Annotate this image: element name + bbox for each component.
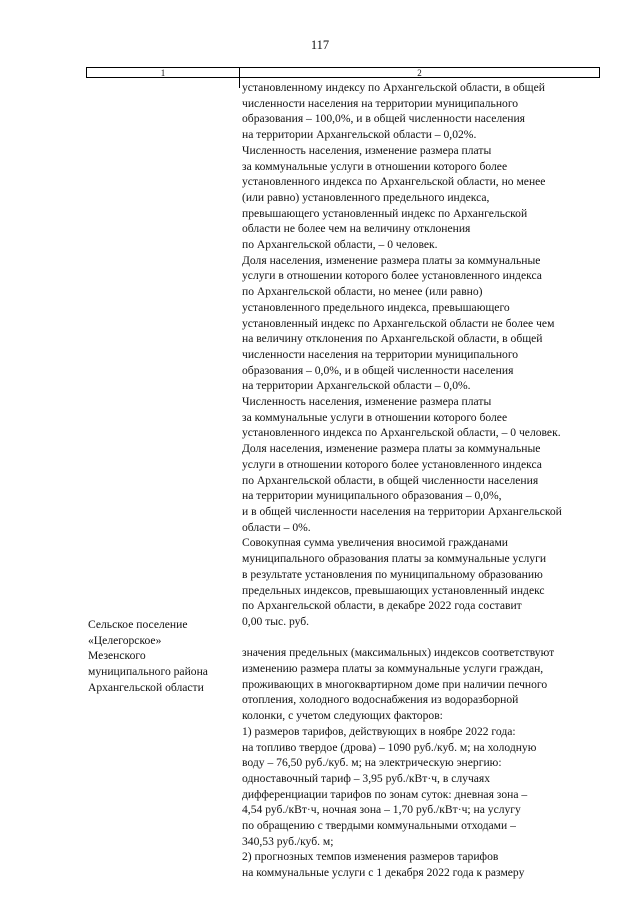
- table-header: [86, 67, 600, 78]
- table-header-col1: 1: [87, 68, 240, 77]
- text-line: 4,54 руб./кВт·ч, ночная зона – 1,70 руб./кВт·ч; на услугу: [242, 803, 521, 817]
- text-line: области – 0%.: [242, 520, 311, 534]
- text-line: изменению размера платы за коммунальные услуги граждан,: [242, 662, 544, 675]
- page-number: 117: [310, 38, 330, 52]
- text-line: предельных индексов, превышающих установленный индекс: [242, 583, 545, 597]
- text-line: 1) размеров тарифов, действующих в ноябре 2022 года:: [242, 724, 516, 738]
- column-divider: [239, 78, 240, 88]
- text-line: 0,00 тыс. руб.: [242, 614, 310, 628]
- description-paragraph-2: [242, 645, 608, 881]
- text-line: установленному индексу по Архангельской области, в общей: [242, 81, 545, 94]
- text-line: значения предельных (максимальных) индексов соответствуют: [242, 646, 555, 660]
- text-line: 340,53 руб./куб. м;: [242, 834, 334, 848]
- text-line: Численность населения, изменение размера платы: [242, 143, 492, 157]
- text-line: услуги в отношении которого более установленного индекса: [242, 457, 542, 471]
- text-line: численности населения на территории муниципального: [242, 347, 519, 361]
- text-line: по обращению с твердыми коммунальными отходами –: [242, 819, 516, 833]
- table-header-col2: 2: [417, 68, 422, 78]
- text-line: по Архангельской области, в декабре 2022 года составит: [242, 599, 522, 613]
- description-paragraph-1: [242, 80, 608, 630]
- text-line: проживающих в многоквартирном доме при наличии печного: [242, 677, 548, 691]
- text-line: установленный индекс по Архангельской области не более чем: [242, 316, 555, 330]
- region-name-line: Архангельской области: [88, 680, 204, 694]
- text-line: образования – 100,0%, и в общей численности населения: [242, 112, 526, 126]
- text-line: численности населения на территории муниципального: [242, 96, 519, 110]
- text-line: превышающего установленный индекс по Архангельской: [242, 206, 528, 220]
- paragraph-gap: [242, 630, 608, 646]
- text-line: на величину отклонения по Архангельской области, в общей: [242, 332, 543, 346]
- text-line: на топливо твердое (дрова) – 1090 руб./куб. м; на холодную: [242, 740, 537, 754]
- region-name-line: Сельское поселение: [88, 618, 188, 631]
- text-line: колонки, с учетом следующих факторов:: [242, 709, 443, 723]
- text-line: установленного предельного индекса, превышающего: [242, 300, 510, 314]
- text-line: Доля населения, изменение размера платы за коммунальные: [242, 442, 541, 456]
- text-line: отопления, холодного водоснабжения из водоразборной: [242, 693, 519, 707]
- text-line: по Архангельской области, – 0 человек.: [242, 238, 438, 252]
- text-line: на коммунальные услуги с 1 декабря 2022 года к размеру: [242, 866, 525, 880]
- text-line: 2) прогнозных темпов изменения размеров тарифов: [242, 850, 499, 864]
- text-line: в результате установления по муниципальному образованию: [242, 567, 543, 581]
- region-name: [88, 617, 238, 696]
- text-line: образования – 0,0%, и в общей численности населения: [242, 363, 514, 377]
- text-line: за коммунальные услуги в отношении которого более: [242, 159, 508, 173]
- text-line: Доля населения, изменение размера платы за коммунальные: [242, 253, 541, 267]
- text-line: Совокупная сумма увеличения вносимой гражданами: [242, 536, 508, 550]
- region-name-line: «Целегорское»: [88, 633, 162, 647]
- region-name-line: муниципального района: [88, 665, 208, 679]
- text-line: дифференциации тарифов по зонам суток: дневная зона –: [242, 787, 528, 801]
- text-line: области не более чем на величину отклонения: [242, 222, 471, 236]
- text-line: услуги в отношении которого более установленного индекса: [242, 269, 542, 283]
- description-column: [242, 80, 608, 881]
- text-line: по Архангельской области, в общей численности населения: [242, 473, 539, 487]
- region-name-line: Мезенского: [88, 649, 146, 663]
- text-line: установленного индекса по Архангельской области, – 0 человек.: [242, 426, 561, 440]
- text-line: на территории муниципального образования – 0,0%,: [242, 489, 502, 503]
- text-line: на территории Архангельской области – 0,0%.: [242, 379, 471, 393]
- text-line: муниципального образования платы за коммунальные услуги: [242, 552, 547, 566]
- text-line: установленного индекса по Архангельской области, но менее: [242, 175, 546, 189]
- text-line: и в общей численности населения на территории Архангельской: [242, 504, 562, 518]
- text-line: на территории Архангельской области – 0,02%.: [242, 128, 477, 142]
- text-line: (или равно) установленного предельного индекса,: [242, 190, 490, 204]
- text-line: воду – 76,50 руб./куб. м; на электрическую энергию:: [242, 756, 502, 770]
- text-line: одноставочный тариф – 3,95 руб./кВт·ч, в случаях: [242, 771, 491, 785]
- text-line: Численность населения, изменение размера платы: [242, 395, 492, 409]
- text-line: за коммунальные услуги в отношении которого более: [242, 410, 508, 424]
- text-line: по Архангельской области, но менее (или равно): [242, 285, 483, 299]
